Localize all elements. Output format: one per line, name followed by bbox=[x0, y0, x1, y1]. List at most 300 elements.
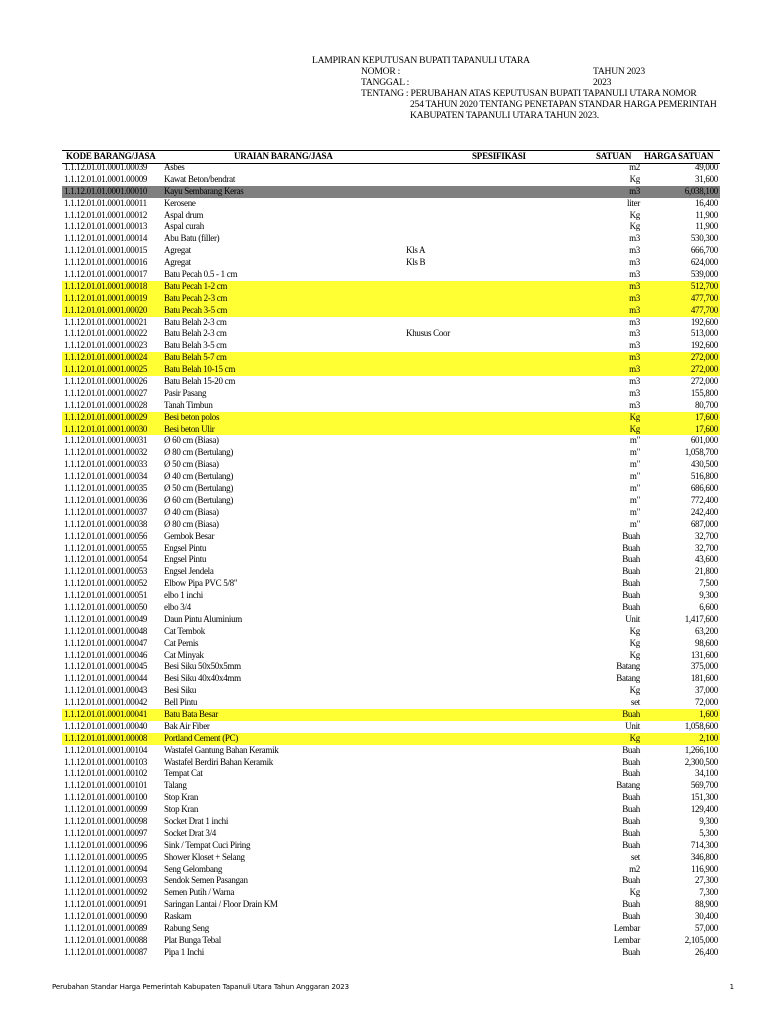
cell-harga: 601,000 bbox=[690, 435, 718, 446]
cell-kode: 1.1.12.01.01.0001.00044 bbox=[64, 673, 148, 684]
table-row bbox=[62, 733, 720, 745]
table-row bbox=[62, 804, 720, 816]
cell-kode: 1.1.12.01.01.0001.00056 bbox=[64, 530, 148, 541]
cell-kode: 1.1.12.01.01.0001.00037 bbox=[64, 506, 148, 517]
cell-kode: 1.1.12.01.01.0001.00038 bbox=[64, 518, 148, 529]
cell-kode: 1.1.12.01.01.0001.00050 bbox=[64, 601, 148, 612]
cell-satuan: m3 bbox=[629, 340, 640, 351]
tentang-line-3: KABUPATEN TAPANULI UTARA TAHUN 2023. bbox=[410, 110, 599, 121]
cell-harga: 17,600 bbox=[695, 411, 718, 422]
table-row bbox=[62, 780, 720, 792]
cell-kode: 1.1.12.01.01.0001.00018 bbox=[64, 280, 148, 291]
cell-satuan: m" bbox=[629, 483, 640, 494]
table-row bbox=[62, 269, 720, 281]
cell-satuan: Batang bbox=[616, 780, 640, 791]
cell-harga: 530,300 bbox=[690, 233, 718, 244]
table-row bbox=[62, 935, 720, 947]
table-row bbox=[62, 757, 720, 769]
cell-uraian: Cat Minyak bbox=[164, 649, 204, 660]
cell-satuan: set bbox=[630, 697, 640, 708]
table-row bbox=[62, 305, 720, 317]
cell-harga: 430,500 bbox=[690, 459, 718, 470]
table-row bbox=[62, 840, 720, 852]
table-row bbox=[62, 875, 720, 887]
cell-satuan: Buah bbox=[622, 839, 640, 850]
table-row bbox=[62, 424, 720, 436]
lampiran-title: LAMPIRAN KEPUTUSAN BUPATI TAPANULI UTARA bbox=[312, 55, 530, 66]
cell-uraian: Kayu Sembarang Keras bbox=[164, 185, 244, 196]
cell-kode: 1.1.12.01.01.0001.00094 bbox=[64, 863, 148, 874]
cell-uraian: Ø 40 cm (Bertulang) bbox=[164, 471, 234, 482]
cell-harga: 30,400 bbox=[695, 911, 718, 922]
cell-harga: 11,900 bbox=[695, 221, 718, 232]
table-row bbox=[62, 614, 720, 626]
cell-satuan: Buah bbox=[622, 554, 640, 565]
cell-harga: 32,700 bbox=[695, 530, 718, 541]
cell-uraian: Abu Batu (filler) bbox=[164, 233, 220, 244]
cell-satuan: Kg bbox=[629, 173, 640, 184]
cell-satuan: m" bbox=[629, 506, 640, 517]
table-row bbox=[62, 709, 720, 721]
table-row bbox=[62, 162, 720, 174]
cell-harga: 569,700 bbox=[690, 780, 718, 791]
cell-kode: 1.1.12.01.01.0001.00055 bbox=[64, 542, 148, 553]
cell-uraian: Kawat Beton/bendrat bbox=[164, 173, 236, 184]
cell-satuan: Buah bbox=[622, 946, 640, 957]
cell-harga: 5,300 bbox=[699, 827, 718, 838]
cell-harga: 155,800 bbox=[690, 387, 718, 398]
cell-kode: 1.1.12.01.01.0001.00052 bbox=[64, 578, 148, 589]
cell-uraian: Ø 80 cm (Bertulang) bbox=[164, 447, 234, 458]
cell-kode: 1.1.12.01.01.0001.00041 bbox=[64, 708, 148, 719]
column-header-uraian: URAIAN BARANG/JASA bbox=[234, 151, 333, 161]
table-row bbox=[62, 899, 720, 911]
table-row bbox=[62, 435, 720, 447]
cell-harga: 16,400 bbox=[695, 197, 718, 208]
cell-uraian: Sendok Semen Pasangan bbox=[164, 875, 248, 886]
nomor-label: NOMOR : bbox=[361, 66, 401, 77]
cell-harga: 7,300 bbox=[699, 887, 718, 898]
cell-harga: 27,300 bbox=[695, 875, 718, 886]
cell-harga: 11,900 bbox=[695, 209, 718, 220]
cell-satuan: m3 bbox=[629, 280, 640, 291]
tanggal-label: TANGGAL : bbox=[361, 77, 410, 88]
table-row bbox=[62, 495, 720, 507]
cell-harga: 57,000 bbox=[695, 923, 718, 933]
cell-satuan: Batang bbox=[616, 673, 640, 684]
cell-harga: 513,000 bbox=[690, 328, 718, 339]
cell-harga: 31,600 bbox=[695, 173, 718, 184]
cell-uraian: Ø 50 cm (Bertulang) bbox=[164, 483, 234, 494]
cell-uraian: Raskam bbox=[164, 911, 192, 922]
table-row bbox=[62, 245, 720, 257]
cell-satuan: Buah bbox=[622, 708, 640, 719]
cell-uraian: Saringan Lantai / Floor Drain KM bbox=[164, 899, 278, 910]
cell-kode: 1.1.12.01.01.0001.00099 bbox=[64, 804, 148, 815]
cell-uraian: Besi Siku bbox=[164, 685, 197, 696]
cell-uraian: elbo 1 inchi bbox=[164, 590, 203, 601]
cell-satuan: Batang bbox=[616, 661, 640, 672]
table-row bbox=[62, 543, 720, 555]
cell-satuan: m" bbox=[629, 459, 640, 470]
cell-satuan: m3 bbox=[629, 316, 640, 327]
cell-kode: 1.1.12.01.01.0001.00090 bbox=[64, 911, 148, 922]
cell-kode: 1.1.12.01.01.0001.00051 bbox=[64, 590, 148, 601]
cell-uraian: Batu Belah 5-7 cm bbox=[164, 352, 227, 363]
cell-kode: 1.1.12.01.01.0001.00096 bbox=[64, 839, 148, 850]
cell-kode: 1.1.12.01.01.0001.00101 bbox=[64, 780, 148, 791]
column-header-satuan: SATUAN bbox=[596, 151, 632, 161]
cell-kode: 1.1.12.01.01.0001.00093 bbox=[64, 875, 148, 886]
cell-uraian: Engsel Jendela bbox=[164, 566, 214, 577]
cell-harga: 129,400 bbox=[690, 804, 718, 815]
table-row bbox=[62, 198, 720, 210]
cell-harga: 6,600 bbox=[699, 601, 718, 612]
table-row bbox=[62, 293, 720, 305]
cell-harga: 272,000 bbox=[690, 376, 718, 387]
table-row bbox=[62, 174, 720, 186]
cell-satuan: m2 bbox=[629, 162, 640, 172]
cell-uraian: Semen Putih / Warna bbox=[164, 887, 235, 898]
cell-uraian: Ø 40 cm (Biasa) bbox=[164, 506, 219, 517]
cell-uraian: Bak Air Fiber bbox=[164, 720, 210, 731]
cell-harga: 9,300 bbox=[699, 590, 718, 601]
cell-satuan: m3 bbox=[629, 233, 640, 244]
cell-satuan: Buah bbox=[622, 768, 640, 779]
table-row bbox=[62, 650, 720, 662]
cell-kode: 1.1.12.01.01.0001.00047 bbox=[64, 637, 148, 648]
table-row bbox=[62, 947, 720, 959]
cell-kode: 1.1.12.01.01.0001.00015 bbox=[64, 245, 148, 256]
cell-satuan: Buah bbox=[622, 578, 640, 589]
cell-uraian: Besi beton Ulir bbox=[164, 423, 215, 434]
cell-satuan: Kg bbox=[629, 411, 640, 422]
cell-uraian: Aspal drum bbox=[164, 209, 204, 220]
table-row bbox=[62, 317, 720, 329]
cell-kode: 1.1.12.01.01.0001.00033 bbox=[64, 459, 148, 470]
cell-kode: 1.1.12.01.01.0001.00019 bbox=[64, 292, 148, 303]
cell-harga: 1,266,100 bbox=[684, 744, 718, 755]
cell-harga: 477,700 bbox=[690, 292, 718, 303]
cell-harga: 346,800 bbox=[690, 851, 718, 862]
cell-satuan: Buah bbox=[622, 899, 640, 910]
cell-uraian: Batu Belah 2-3 cm bbox=[164, 328, 227, 339]
cell-kode: 1.1.12.01.01.0001.00026 bbox=[64, 376, 148, 387]
cell-harga: 192,600 bbox=[690, 316, 718, 327]
cell-uraian: Portland Cement (PC) bbox=[164, 732, 238, 743]
cell-kode: 1.1.12.01.01.0001.00025 bbox=[64, 364, 148, 375]
cell-satuan: Buah bbox=[622, 815, 640, 826]
cell-harga: 63,200 bbox=[695, 625, 718, 636]
cell-harga: 714,300 bbox=[690, 839, 718, 850]
cell-satuan: m3 bbox=[629, 185, 640, 196]
cell-harga: 6,038,100 bbox=[684, 185, 718, 196]
cell-harga: 272,000 bbox=[690, 364, 718, 375]
cell-harga: 17,600 bbox=[695, 423, 718, 434]
table-row bbox=[62, 400, 720, 412]
cell-kode: 1.1.12.01.01.0001.00034 bbox=[64, 471, 148, 482]
cell-uraian: Stop Kran bbox=[164, 792, 199, 803]
table-row bbox=[62, 340, 720, 352]
nomor-value: TAHUN 2023 bbox=[593, 66, 645, 77]
cell-harga: 131,600 bbox=[690, 649, 718, 660]
cell-satuan: Buah bbox=[622, 542, 640, 553]
cell-kode: 1.1.12.01.01.0001.00016 bbox=[64, 257, 148, 268]
cell-harga: 2,105,000 bbox=[684, 934, 718, 945]
table-row bbox=[62, 911, 720, 923]
cell-satuan: Lembar bbox=[613, 923, 640, 933]
cell-kode: 1.1.12.01.01.0001.00040 bbox=[64, 720, 148, 731]
cell-kode: 1.1.12.01.01.0001.00053 bbox=[64, 566, 148, 577]
cell-satuan: Kg bbox=[629, 732, 640, 743]
cell-uraian: Ø 80 cm (Biasa) bbox=[164, 518, 219, 529]
cell-satuan: m" bbox=[629, 471, 640, 482]
table-row bbox=[62, 673, 720, 685]
cell-satuan: Kg bbox=[629, 887, 640, 898]
table-row bbox=[62, 281, 720, 293]
cell-uraian: Batu Pecah 3-5 cm bbox=[164, 304, 228, 315]
cell-satuan: Kg bbox=[629, 209, 640, 220]
cell-uraian: Sink / Tempat Cuci Piring bbox=[164, 839, 251, 850]
cell-kode: 1.1.12.01.01.0001.00010 bbox=[64, 185, 148, 196]
cell-harga: 512,700 bbox=[690, 280, 718, 291]
table-row bbox=[62, 923, 720, 935]
cell-harga: 477,700 bbox=[690, 304, 718, 315]
cell-uraian: Engsel Pintu bbox=[164, 554, 207, 565]
table-row bbox=[62, 388, 720, 400]
cell-satuan: m3 bbox=[629, 328, 640, 339]
table-row bbox=[62, 519, 720, 531]
cell-harga: 686,600 bbox=[690, 483, 718, 494]
table-row bbox=[62, 566, 720, 578]
cell-uraian: Engsel Pintu bbox=[164, 542, 207, 553]
cell-satuan: liter bbox=[627, 197, 640, 208]
cell-kode: 1.1.12.01.01.0001.00054 bbox=[64, 554, 148, 565]
cell-kode: 1.1.12.01.01.0001.00009 bbox=[64, 173, 148, 184]
cell-uraian: Rabung Seng bbox=[164, 923, 209, 933]
cell-harga: 7,500 bbox=[699, 578, 718, 589]
cell-harga: 9,300 bbox=[699, 815, 718, 826]
cell-harga: 116,900 bbox=[691, 863, 718, 874]
cell-kode: 1.1.12.01.01.0001.00088 bbox=[64, 934, 148, 945]
table-row bbox=[62, 447, 720, 459]
table-row bbox=[62, 364, 720, 376]
cell-uraian: Daun Pintu Aluminium bbox=[164, 613, 243, 624]
cell-kode: 1.1.12.01.01.0001.00008 bbox=[64, 732, 148, 743]
document-header bbox=[0, 0, 768, 130]
table-row bbox=[62, 590, 720, 602]
cell-kode: 1.1.12.01.01.0001.00098 bbox=[64, 815, 148, 826]
cell-satuan: m3 bbox=[629, 304, 640, 315]
cell-harga: 98,600 bbox=[695, 637, 718, 648]
cell-satuan: Kg bbox=[629, 625, 640, 636]
cell-uraian: Elbow Pipa PVC 5/8" bbox=[164, 578, 238, 589]
cell-satuan: Kg bbox=[629, 221, 640, 232]
cell-uraian: Batu Pecah 0.5 - 1 cm bbox=[164, 269, 238, 280]
cell-satuan: Unit bbox=[625, 720, 640, 731]
table-row bbox=[62, 186, 720, 198]
table-row bbox=[62, 626, 720, 638]
cell-uraian: Wastafel Berdiri Bahan Keramik bbox=[164, 756, 273, 767]
cell-uraian: Tempat Cat bbox=[164, 768, 203, 779]
tanggal-value: 2023 bbox=[593, 77, 612, 88]
cell-harga: 666,700 bbox=[690, 245, 718, 256]
table-row bbox=[62, 578, 720, 590]
table-row bbox=[62, 602, 720, 614]
cell-harga: 516,800 bbox=[690, 471, 718, 482]
cell-satuan: Buah bbox=[622, 601, 640, 612]
table-row bbox=[62, 554, 720, 566]
cell-harga: 88,900 bbox=[695, 899, 718, 910]
cell-harga: 21,800 bbox=[695, 566, 718, 577]
cell-satuan: Buah bbox=[622, 566, 640, 577]
cell-satuan: m3 bbox=[629, 269, 640, 280]
cell-harga: 1,058,600 bbox=[684, 720, 718, 731]
cell-satuan: Buah bbox=[622, 911, 640, 922]
cell-satuan: Kg bbox=[629, 637, 640, 648]
cell-kode: 1.1.12.01.01.0001.00048 bbox=[64, 625, 148, 636]
cell-satuan: Kg bbox=[629, 649, 640, 660]
cell-uraian: Besi Siku 40x40x4mm bbox=[164, 673, 241, 684]
cell-harga: 80,700 bbox=[695, 399, 718, 410]
table-row bbox=[62, 328, 720, 340]
cell-satuan: m3 bbox=[629, 292, 640, 303]
cell-uraian: Batu Pecah 2-3 cm bbox=[164, 292, 228, 303]
cell-harga: 181,600 bbox=[690, 673, 718, 684]
cell-harga: 151,300 bbox=[690, 792, 718, 803]
cell-satuan: m" bbox=[629, 518, 640, 529]
page-number: 1 bbox=[729, 983, 734, 991]
table-row bbox=[62, 376, 720, 388]
cell-uraian: Wastafel Gantung Bahan Keramik bbox=[164, 744, 279, 755]
cell-uraian: Batu Pecah 1-2 cm bbox=[164, 280, 228, 291]
price-table-body bbox=[62, 162, 720, 959]
table-row bbox=[62, 412, 720, 424]
table-row bbox=[62, 459, 720, 471]
cell-harga: 624,000 bbox=[690, 257, 718, 268]
cell-satuan: Buah bbox=[622, 590, 640, 601]
table-row bbox=[62, 233, 720, 245]
cell-kode: 1.1.12.01.01.0001.00091 bbox=[64, 899, 148, 910]
cell-uraian: Kerosene bbox=[164, 197, 196, 208]
cell-kode: 1.1.12.01.01.0001.00092 bbox=[64, 887, 148, 898]
column-header-kode: KODE BARANG/JASA bbox=[66, 151, 156, 161]
cell-kode: 1.1.12.01.01.0001.00031 bbox=[64, 435, 148, 446]
cell-satuan: m" bbox=[629, 447, 640, 458]
cell-kode: 1.1.12.01.01.0001.00017 bbox=[64, 269, 148, 280]
cell-kode: 1.1.12.01.01.0001.00030 bbox=[64, 423, 148, 434]
table-row bbox=[62, 483, 720, 495]
table-row bbox=[62, 768, 720, 780]
cell-uraian: Talang bbox=[164, 780, 187, 791]
cell-uraian: Ø 60 cm (Biasa) bbox=[164, 435, 219, 446]
cell-uraian: Batu Belah 2-3 cm bbox=[164, 316, 227, 327]
table-row bbox=[62, 507, 720, 519]
table-row bbox=[62, 745, 720, 757]
cell-kode: 1.1.12.01.01.0001.00014 bbox=[64, 233, 148, 244]
cell-spesifikasi: Kls B bbox=[406, 257, 426, 268]
footer-text: Perubahan Standar Harga Pemerintah Kabupaten Tapanuli Utara Tahun Anggaran 2023 bbox=[52, 983, 349, 991]
table-row bbox=[62, 828, 720, 840]
cell-uraian: Batu Belah 10-15 cm bbox=[164, 364, 236, 375]
cell-satuan: Buah bbox=[622, 744, 640, 755]
cell-satuan: Buah bbox=[622, 827, 640, 838]
table-row bbox=[62, 221, 720, 233]
cell-satuan: m3 bbox=[629, 352, 640, 363]
table-row bbox=[62, 661, 720, 673]
column-header-spesifikasi: SPESIFIKASI bbox=[472, 151, 526, 161]
cell-satuan: m3 bbox=[629, 387, 640, 398]
tentang-line-2: 254 TAHUN 2020 TENTANG PENETAPAN STANDAR HARGA PEMERINTAH bbox=[410, 99, 717, 110]
table-row bbox=[62, 638, 720, 650]
table-row bbox=[62, 531, 720, 543]
table-row bbox=[62, 471, 720, 483]
cell-satuan: Lembar bbox=[613, 934, 640, 945]
page-footer bbox=[52, 983, 734, 997]
table-row bbox=[62, 257, 720, 269]
table-row bbox=[62, 697, 720, 709]
cell-kode: 1.1.12.01.01.0001.00104 bbox=[64, 744, 148, 755]
table-row bbox=[62, 210, 720, 222]
cell-uraian: Bell Pintu bbox=[164, 697, 198, 708]
cell-kode: 1.1.12.01.01.0001.00036 bbox=[64, 494, 148, 505]
cell-satuan: m" bbox=[629, 494, 640, 505]
cell-harga: 242,400 bbox=[690, 506, 718, 517]
cell-kode: 1.1.12.01.01.0001.00012 bbox=[64, 209, 148, 220]
cell-uraian: Agregat bbox=[164, 245, 191, 256]
cell-kode: 1.1.12.01.01.0001.00043 bbox=[64, 685, 148, 696]
cell-kode: 1.1.12.01.01.0001.00023 bbox=[64, 340, 148, 351]
cell-kode: 1.1.12.01.01.0001.00039 bbox=[64, 162, 148, 172]
cell-harga: 2,300,500 bbox=[684, 756, 718, 767]
cell-kode: 1.1.12.01.01.0001.00020 bbox=[64, 304, 148, 315]
cell-kode: 1.1.12.01.01.0001.00042 bbox=[64, 697, 148, 708]
table-row bbox=[62, 352, 720, 364]
tentang-line-1: TENTANG : PERUBAHAN ATAS KEPUTUSAN BUPATI TAPANULI UTARA NOMOR bbox=[361, 88, 697, 99]
cell-harga: 772,400 bbox=[690, 494, 718, 505]
cell-uraian: Batu Belah 3-5 cm bbox=[164, 340, 227, 351]
cell-harga: 32,700 bbox=[695, 542, 718, 553]
cell-uraian: Stop Kran bbox=[164, 804, 199, 815]
cell-uraian: Shower Kloset + Selang bbox=[164, 851, 245, 862]
cell-satuan: Buah bbox=[622, 530, 640, 541]
cell-harga: 2,100 bbox=[699, 732, 718, 743]
cell-uraian: Asbes bbox=[164, 162, 185, 172]
cell-satuan: m3 bbox=[629, 364, 640, 375]
cell-kode: 1.1.12.01.01.0001.00021 bbox=[64, 316, 148, 327]
cell-satuan: Kg bbox=[629, 685, 640, 696]
cell-uraian: Pipa 1 Inchi bbox=[164, 946, 204, 957]
cell-harga: 72,000 bbox=[695, 697, 718, 708]
cell-harga: 26,400 bbox=[695, 946, 718, 957]
table-row bbox=[62, 852, 720, 864]
cell-kode: 1.1.12.01.01.0001.00102 bbox=[64, 768, 148, 779]
cell-kode: 1.1.12.01.01.0001.00024 bbox=[64, 352, 148, 363]
cell-satuan: Kg bbox=[629, 423, 640, 434]
cell-uraian: Pasir Pasang bbox=[164, 387, 207, 398]
cell-uraian: Besi Siku 50x50x5mm bbox=[164, 661, 241, 672]
cell-harga: 49,000 bbox=[695, 162, 718, 172]
cell-kode: 1.1.12.01.01.0001.00087 bbox=[64, 946, 148, 957]
cell-kode: 1.1.12.01.01.0001.00046 bbox=[64, 649, 148, 660]
cell-satuan: Buah bbox=[622, 804, 640, 815]
cell-kode: 1.1.12.01.01.0001.00013 bbox=[64, 221, 148, 232]
cell-uraian: Socket Drat 1 inchi bbox=[164, 815, 229, 826]
cell-harga: 43,600 bbox=[695, 554, 718, 565]
cell-kode: 1.1.12.01.01.0001.00022 bbox=[64, 328, 148, 339]
cell-satuan: m" bbox=[629, 435, 640, 446]
cell-harga: 1,600 bbox=[699, 708, 718, 719]
